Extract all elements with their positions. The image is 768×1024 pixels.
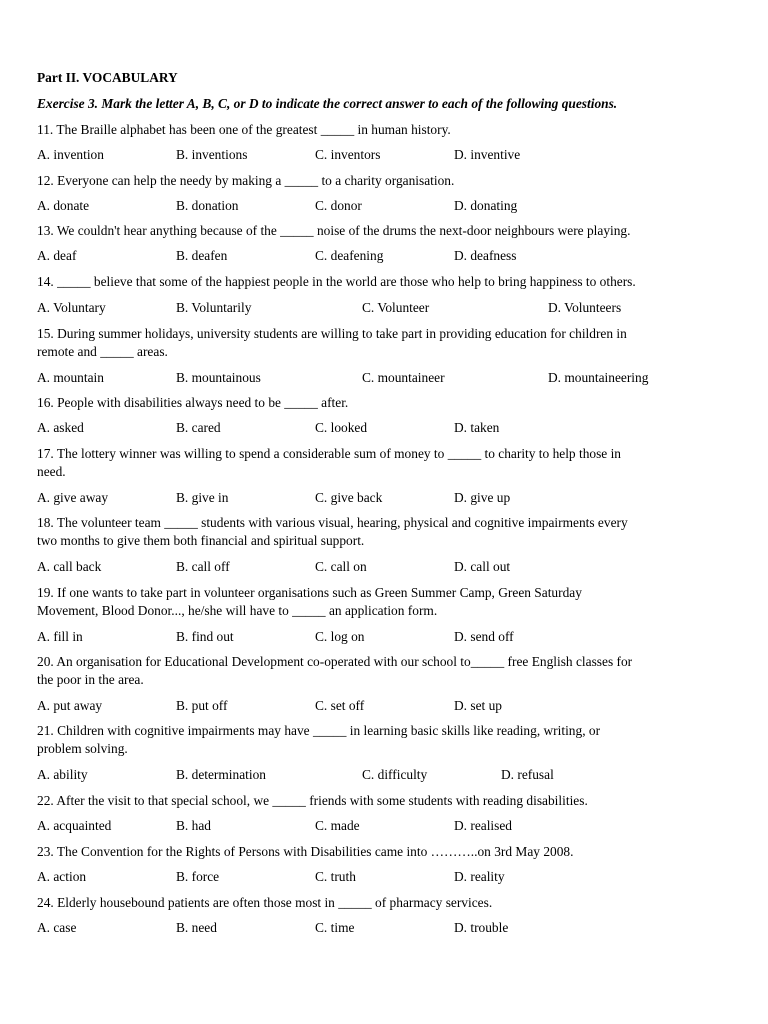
question-stem: 22. After the visit to that special school, we _____ friends with some students with reading disabilities. (37, 793, 588, 808)
option-a: A. ability (37, 767, 88, 782)
option-d: D. inventive (454, 147, 521, 162)
question-stem: 18. The volunteer team _____ students with various visual, hearing, physical and cognitive impairments every (37, 515, 628, 530)
exercise-instruction: Exercise 3. Mark the letter A, B, C, or D to indicate the correct answer to each of the following questions. (37, 96, 618, 111)
option-b: B. need (176, 920, 217, 935)
option-c: C. Volunteer (362, 300, 430, 315)
question-stem-continued: problem solving. (37, 741, 128, 756)
option-d: D. call out (454, 559, 511, 574)
question-stem: 19. If one wants to take part in volunteer organisations such as Green Summer Camp, Green Saturday (37, 585, 582, 600)
question-stem: 15. During summer holidays, university students are willing to take part in providing education for children in (37, 326, 627, 341)
option-c: C. call on (315, 559, 367, 574)
option-d: D. trouble (454, 920, 509, 935)
question-stem-continued: need. (37, 464, 66, 479)
option-a: A. asked (37, 420, 84, 435)
option-d: D. set up (454, 698, 502, 713)
option-b: B. force (176, 869, 220, 884)
option-c: C. difficulty (362, 767, 428, 782)
question-stem: 11. The Braille alphabet has been one of the greatest _____ in human history. (37, 122, 451, 137)
question-stem: 12. Everyone can help the needy by making a _____ to a charity organisation. (37, 173, 455, 188)
option-d: D. Volunteers (548, 300, 622, 315)
question-stem: 23. The Convention for the Rights of Persons with Disabilities came into ………..on 3rd May 2008. (37, 844, 574, 859)
part-title: Part II. VOCABULARY (37, 70, 178, 85)
option-c: C. mountaineer (362, 370, 445, 385)
option-c: C. log on (315, 629, 365, 644)
option-a: A. give away (37, 490, 109, 505)
option-b: B. deafen (176, 248, 228, 263)
option-b: B. had (176, 818, 211, 833)
option-b: B. inventions (176, 147, 248, 162)
option-a: A. call back (37, 559, 102, 574)
option-a: A. case (37, 920, 77, 935)
option-b: B. give in (176, 490, 229, 505)
option-b: B. find out (176, 629, 234, 644)
option-b: B. cared (176, 420, 221, 435)
option-c: C. looked (315, 420, 368, 435)
option-a: A. mountain (37, 370, 104, 385)
option-b: B. put off (176, 698, 228, 713)
question-stem: 17. The lottery winner was willing to spend a considerable sum of money to _____ to charity to help those in (37, 446, 621, 461)
option-b: B. mountainous (176, 370, 261, 385)
question-stem: 21. Children with cognitive impairments may have _____ in learning basic skills like reading, writing, or (37, 723, 601, 738)
option-d: D. mountaineering (548, 370, 649, 385)
option-b: B. determination (176, 767, 266, 782)
option-a: A. donate (37, 198, 90, 213)
option-a: A. put away (37, 698, 103, 713)
option-d: D. send off (454, 629, 514, 644)
question-stem-continued: remote and _____ areas. (37, 344, 168, 359)
option-d: D. taken (454, 420, 500, 435)
question-stem-continued: the poor in the area. (37, 672, 144, 687)
option-a: A. fill in (37, 629, 83, 644)
question-stem: 14. _____ believe that some of the happiest people in the world are those who help to bring happiness to others. (37, 274, 636, 289)
option-b: B. call off (176, 559, 230, 574)
option-a: A. invention (37, 147, 104, 162)
option-d: D. deafness (454, 248, 517, 263)
option-c: C. time (315, 920, 355, 935)
option-d: D. donating (454, 198, 518, 213)
option-b: B. Voluntarily (176, 300, 252, 315)
option-d: D. reality (454, 869, 505, 884)
option-d: D. realised (454, 818, 513, 833)
option-a: A. Voluntary (37, 300, 106, 315)
option-b: B. donation (176, 198, 239, 213)
option-c: C. made (315, 818, 360, 833)
option-c: C. give back (315, 490, 383, 505)
question-stem: 20. An organisation for Educational Development co-operated with our school to_____ free English classes for (37, 654, 633, 669)
question-stem: 24. Elderly housebound patients are often those most in _____ of pharmacy services. (37, 895, 493, 910)
option-d: D. give up (454, 490, 511, 505)
question-stem-continued: Movement, Blood Donor..., he/she will have to _____ an application form. (37, 603, 438, 618)
option-c: C. inventors (315, 147, 381, 162)
option-a: A. action (37, 869, 87, 884)
question-stem-continued: two months to give them both financial and spiritual support. (37, 533, 365, 548)
option-d: D. refusal (501, 767, 554, 782)
option-c: C. deafening (315, 248, 384, 263)
option-a: A. deaf (37, 248, 77, 263)
question-stem: 16. People with disabilities always need to be _____ after. (37, 395, 349, 410)
option-c: C. truth (315, 869, 356, 884)
question-stem: 13. We couldn't hear anything because of the _____ noise of the drums the next-door neighbours were playing. (37, 223, 631, 238)
option-c: C. donor (315, 198, 362, 213)
option-a: A. acquainted (37, 818, 112, 833)
option-c: C. set off (315, 698, 365, 713)
